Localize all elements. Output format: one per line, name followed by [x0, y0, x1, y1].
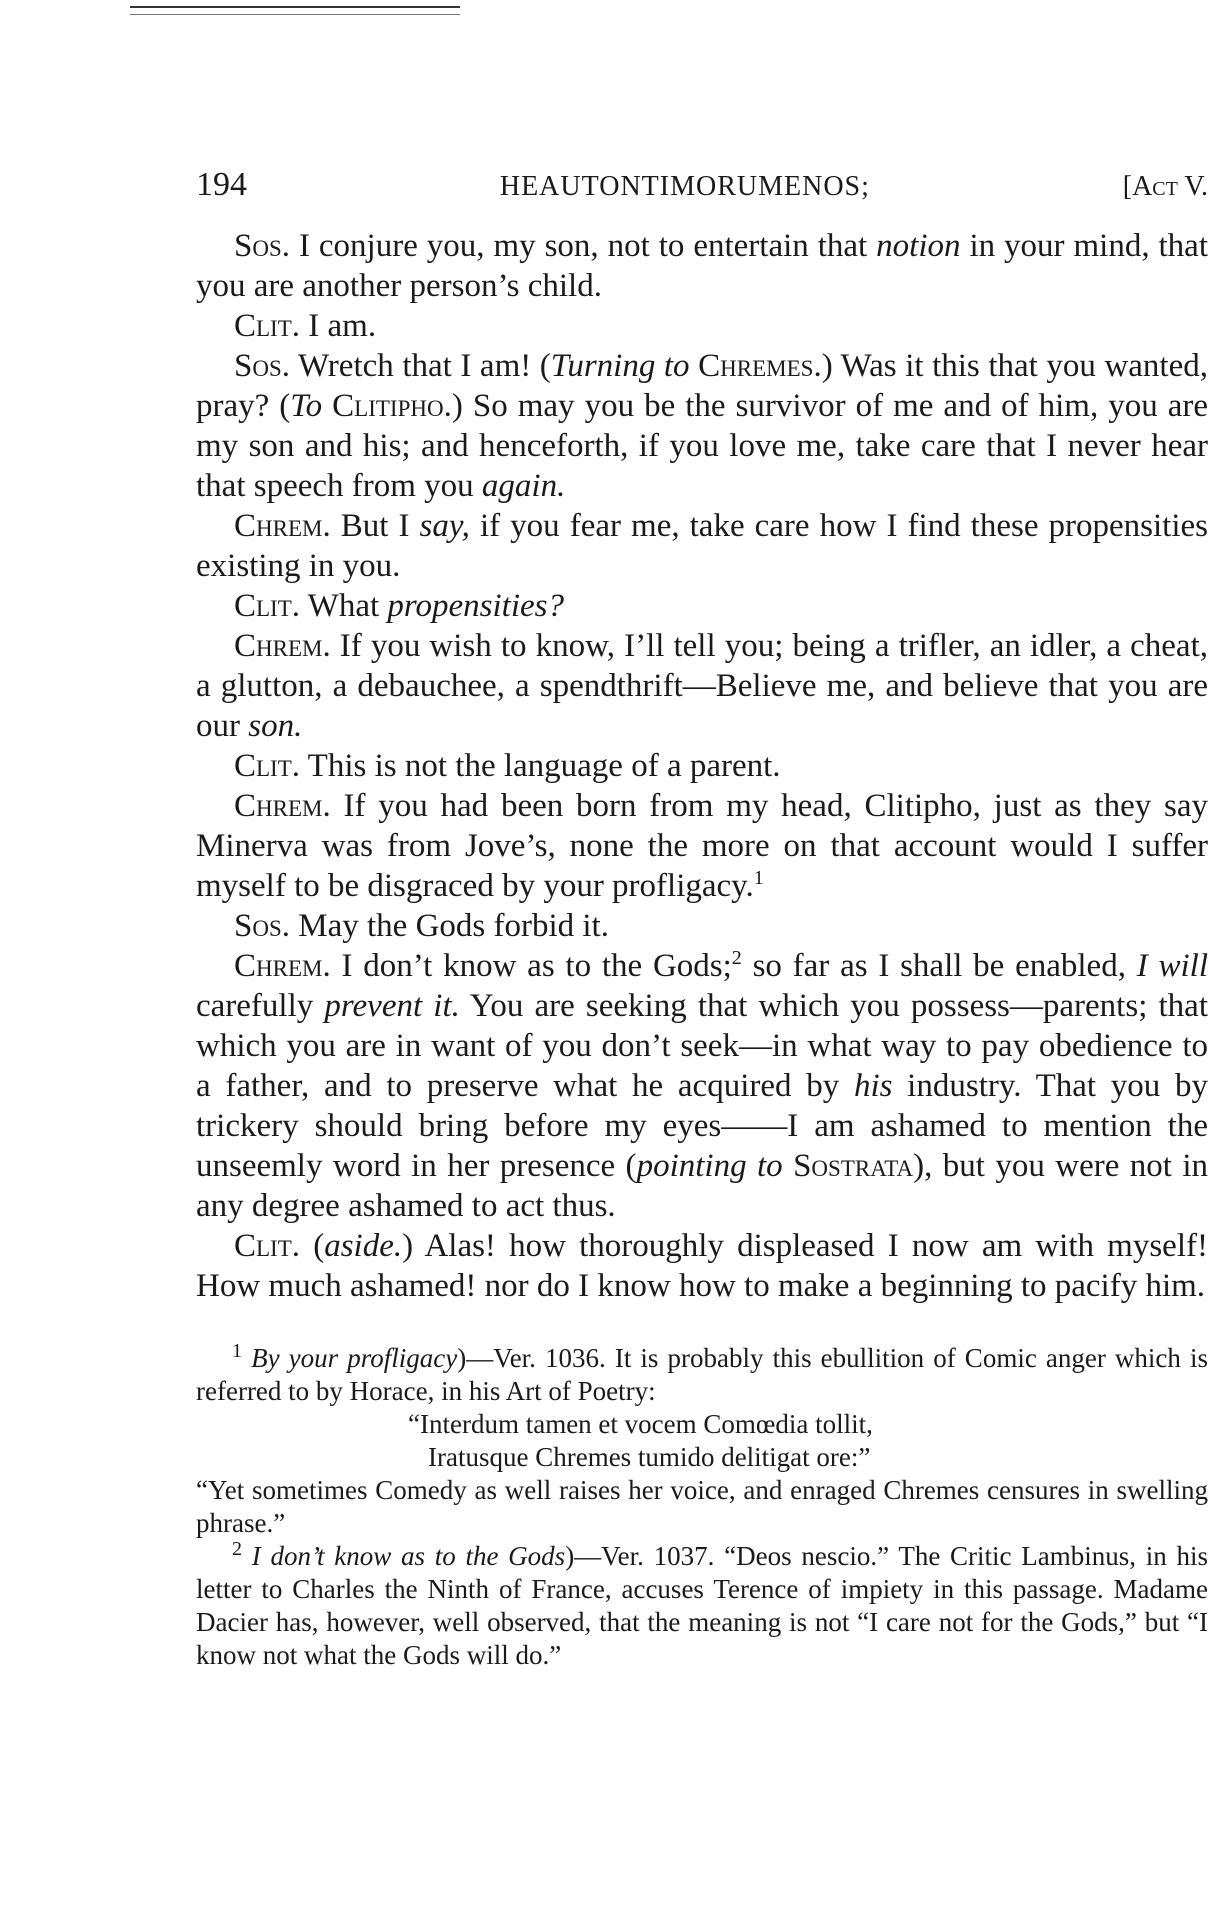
- speaker: Sos.: [234, 908, 291, 944]
- footnote-1: $^1$ By your profligacy)—Ver. 1036. It is probably this ebullition of Comic anger which is referred to by Horace, in his Art of Poetry:: [196, 1340, 1208, 1406]
- running-header: [196, 166, 1208, 204]
- top-rule-thin: [130, 14, 460, 15]
- paragraph: Clit. What propensities?: [234, 588, 565, 624]
- footnotes: [196, 1342, 1208, 1672]
- paragraph: Clit. This is not the language of a parent.: [234, 748, 781, 784]
- paragraph: Chrem. But I say, if you fear me, take care how I find these propensities existing in you.: [196, 508, 1208, 584]
- act-label: [Act V.: [1122, 171, 1208, 202]
- footnote-ref: 1: [753, 867, 764, 889]
- speaker: Sos.: [234, 348, 291, 384]
- paragraph: Chrem. If you wish to know, I’ll tell you; being a trifler, an idler, a cheat, a glutton, a debauchee, a spendthrift—Believe me, and believe that you are our son.: [196, 628, 1208, 744]
- speaker: Clit.: [234, 308, 301, 344]
- speaker: Clit.: [234, 588, 301, 624]
- footnote-mark: 2: [232, 1538, 242, 1560]
- dialogue-text: [196, 226, 1208, 1306]
- page-number: 194: [196, 166, 247, 203]
- footnote-2: $^2$ I don’t know as to the Gods)—Ver. 1037. “Deos nescio.” The Critic Lambinus, in his letter to Charles the Ninth of France, accuses Terence of impiety in this passage. Madame Dacier has, however, well observed, that the meaning is not “I care not for the Gods,” but “I know not what the Gods will do.”: [196, 1538, 1209, 1670]
- speaker: Clit.: [234, 748, 301, 784]
- footnote-mark: 1: [232, 1340, 242, 1362]
- speaker: Sos.: [234, 228, 291, 264]
- speaker: Chrem.: [234, 948, 331, 984]
- latin-quote-line-1: “Interdum tamen et vocem Comœdia tollit,: [408, 1409, 873, 1439]
- paragraph: Chrem. If you had been born from my head, Clitipho, just as they say Minerva was from Jove’s, none the more on that account would I suffer myself to be disgraced by your profligacy.$^1$: [196, 788, 1208, 904]
- running-title: HEAUTONTIMORUMENOS;: [499, 171, 870, 202]
- footnote-ref: 2: [731, 947, 742, 969]
- paragraph: Clit. (aside.) Alas! how thoroughly displeased I now am with myself! How much ashamed! nor do I know how to make a beginning to pacify him.: [196, 1228, 1208, 1304]
- paragraph: Sos. Wretch that I am! (Turning to Chremes.) Was it this that you wanted, pray? (To Clitipho.) So may you be the survivor of me and of him, you are my son and his; and henceforth, if you love me, take care that I never hear that speech from you again.: [196, 348, 1209, 504]
- speaker: Chrem.: [234, 628, 331, 664]
- paragraph: Sos. I conjure you, my son, not to entertain that notion in your mind, that you are another person’s child.: [196, 228, 1208, 304]
- book-page: [196, 166, 1208, 1672]
- paragraph: Clit. I am.: [234, 308, 377, 344]
- speaker: Clit.: [234, 1228, 301, 1264]
- latin-quote-line-2: Iratusque Chremes tumido delitigat ore:”: [428, 1442, 871, 1472]
- speaker: Chrem.: [234, 508, 331, 544]
- top-rule: [130, 6, 460, 8]
- quote-translation: “Yet sometimes Comedy as well raises her voice, and enraged Chremes censures in swelling phrase.”: [196, 1475, 1208, 1538]
- paragraph: Sos. May the Gods forbid it.: [234, 908, 609, 944]
- paragraph: Chrem. I don’t know as to the Gods;$^2$ so far as I shall be enabled, I will carefully prevent it. You are seeking that which you possess—parents; that which you are in want of you don’t seek—in what way to pay obedience to a father, and to preserve what he acquired by his industry. That you by trickery should bring before my eyes——I am ashamed to mention the unseemly word in her presence (pointing to Sostrata), but you were not in any degree ashamed to act thus.: [196, 947, 1209, 1224]
- speaker: Chrem.: [234, 788, 331, 824]
